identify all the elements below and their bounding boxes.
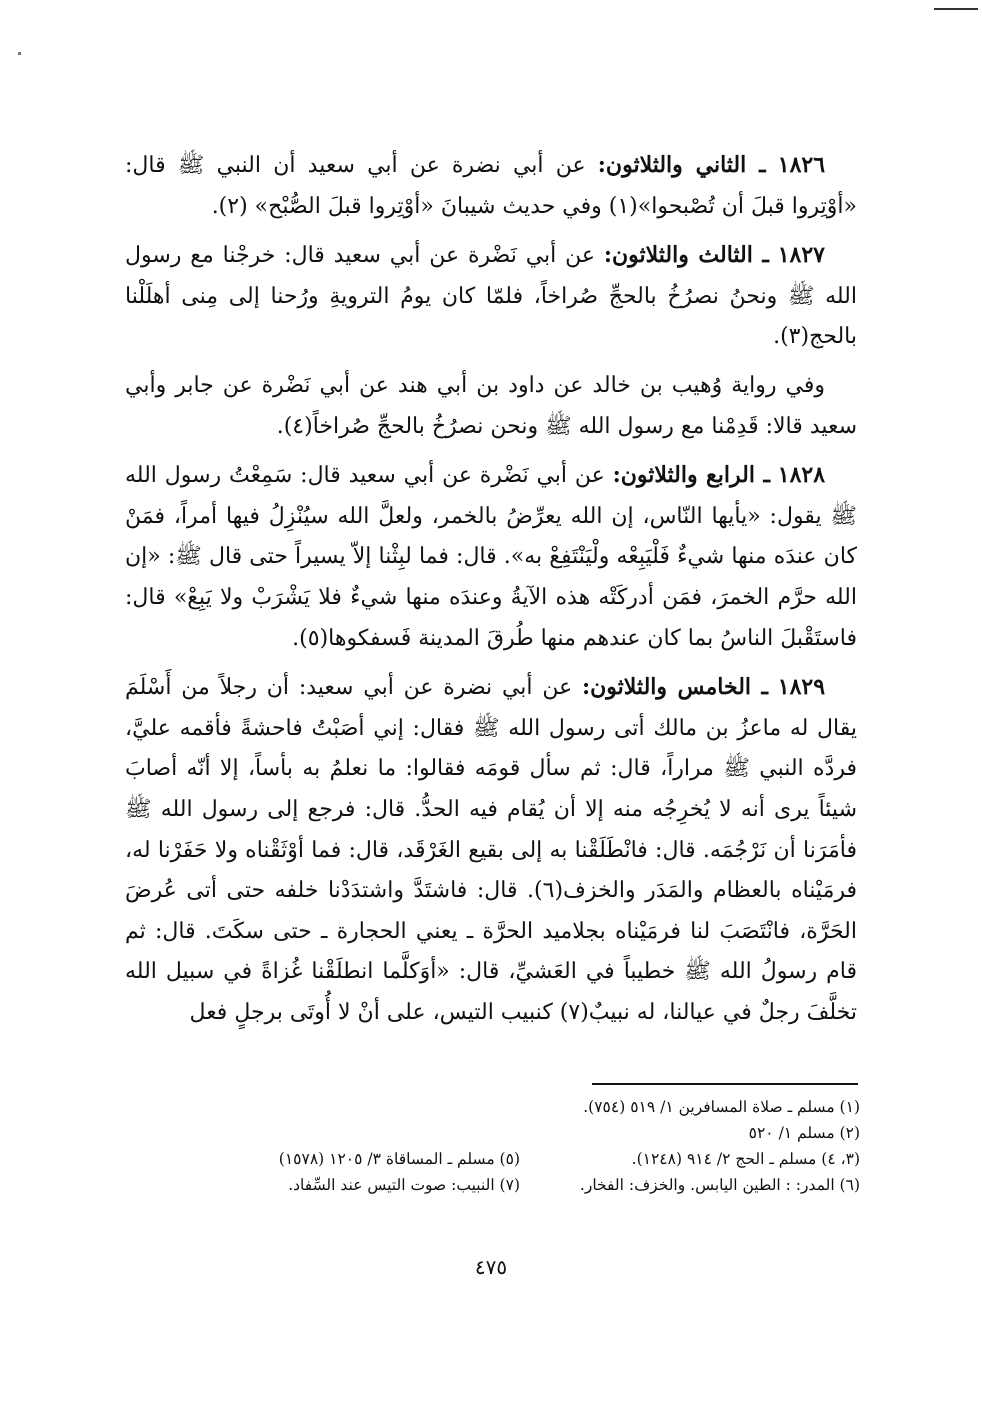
footnote-row [180, 1172, 860, 1198]
hadith-number: ١٨٢٨ [777, 462, 826, 489]
paragraph-1829 [125, 667, 857, 1033]
footnote-7: (٧) النبيب: صوت التيس عند السِّفاد. [288, 1176, 520, 1194]
hadith-heading: ـ الثاني والثلاثون: [597, 152, 766, 178]
main-text [125, 145, 857, 1041]
footnote-row [180, 1146, 860, 1172]
hadith-heading: ـ الثالث والثلاثون: [603, 242, 769, 269]
hadith-number: ١٨٢٧ [777, 242, 825, 269]
footnote-divider [592, 1083, 858, 1085]
footnotes [180, 1094, 860, 1198]
scan-speck [18, 52, 21, 55]
footnote-1: (١) مسلم ـ صلاة المسافرين ١/ ٥١٩ (٧٥٤). [583, 1098, 860, 1116]
hadith-number: ١٨٢٦ [777, 152, 826, 178]
hadith-heading: ـ الرابع والثلاثون: [612, 462, 770, 489]
hadith-heading: ـ الخامس والثلاثون: [582, 674, 768, 701]
footnote-row [180, 1120, 860, 1146]
paragraph-riwaya [125, 366, 857, 447]
hadith-number: ١٨٢٩ [777, 674, 826, 701]
hadith-text: عن أبي نضرة عن أبي سعيد أن النبي ﷺ قال: «أوْتِروا قبلَ أن تُصْبحوا»(١) وفي حديث شيبانَ «أوْتِروا قبلَ الصُّبْح» (٢). [125, 153, 857, 219]
paragraph-1826 [125, 145, 857, 227]
hadith-text: عن أبي نضرة عن أبي سعيد: أن رجلاً من أَسْلَمَ يقال له ماعزُ بن مالك أتى رسول الله ﷺ فقال: إني أصَبْتُ فاحشةً فأقمه عليَّ، فردَّه النبي ﷺ مراراً، قال: ثم سأل قومَه فقالوا: ما نعلمُ به بأساً، إلا أنّه أصابَ شيئاً يرى أنه لا يُخرِجُه منه إلا أن يُقام فيه الحدُّ. قال: فرجع إلى رسول الله ﷺ فأمَرَنا أن نَرْجُمَه. قال: فانْطَلَقْنا به إلى بقيع الغَرْقَد، قال: فما أوْثَقْناه ولا حَفَرْنا له، فرمَيْناه بالعظام والمَدَر والخزف(٦). قال: فاشتَدَّ واشتدَدْنا خلفه حتى أتى عُرضَ الحَرَّة، فانْتَصَبَ لنا فرمَيْناه بجلاميد الحرَّة ـ يعني الحجارة ـ حتى سكَتَ. قال: ثم قام رسولُ الله ﷺ خطيباً في العَشيِّ، قال: «أوَكلَّما انطلَقْنا غُزاةً في سبيل الله تخلَّفَ رجلٌ في عيالنا، له نبيبٌ(٧) كنبيب التيس، على أنْ لا أُوتَى برجلٍ فعل [125, 675, 858, 1025]
paragraph-1827 [125, 235, 857, 358]
footnote-5: (٥) مسلم ـ المساقاة ٣/ ١٢٠٥ (١٥٧٨) [278, 1150, 520, 1168]
hadith-text: وفي رواية وُهيب بن خالد عن داود بن أبي هند عن أبي نَضْرة عن جابر وأبي سعيد قالا: قَدِمْنا مع رسول الله ﷺ ونحن نصرُخُ بالحجِّ صُراخاً(٤). [125, 372, 857, 439]
paragraph-1828 [125, 455, 857, 659]
footnote-6: (٦) المدر: : الطين اليابس. والخزف: الفخار. [579, 1176, 860, 1194]
footnote-3-4: (٣، ٤) مسلم ـ الحج ٢/ ٩١٤ (١٢٤٨). [631, 1150, 860, 1168]
hadith-text: عن أبي نَضْرة عن أبي سعيد قال: خرجْنا مع رسول الله ﷺ ونحنُ نصرُخُ بالحجِّ صُراخاً، فلمّا كان يومُ الترويةِ ورُحنا إلى مِنى أهلَلْنا بالحج(٣). [125, 243, 858, 350]
page-number: ٤٧٥ [474, 1255, 508, 1279]
footnote-2: (٢) مسلم ١/ ٥٢٠ [748, 1124, 860, 1142]
scan-corner-mark [934, 8, 978, 10]
footnote-row [180, 1094, 860, 1120]
hadith-text: عن أبي نَضْرة عن أبي سعيد قال: سَمِعْتُ رسول الله ﷺ يقول: «يأيها النّاس، إن الله يعرِّضُ بالخمر، ولعلَّ الله سيُنْزِلُ فيها أمراً، فمَنْ كان عندَه منها شيءٌ فَلْيَبِعْه ولْيَنْتَفِعْ به». قال: فما لبِثْنا إلاّ يسيراً حتى قال ﷺ: «إن الله حرَّم الخمرَ، فمَن أدركَتْه هذه الآيةُ وعندَه منها شيءٌ فلا يَشْرَبْ ولا يَبِعْ» قال: فاستَقْبلَ الناسُ بما كان عندهم منها طُرقَ المدينة فَسفكوها(٥). [125, 463, 857, 651]
